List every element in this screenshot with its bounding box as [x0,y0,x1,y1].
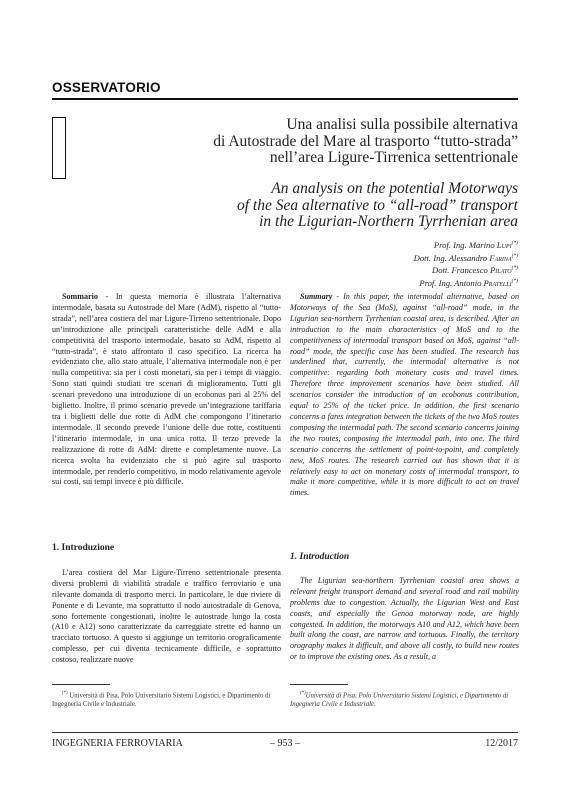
author-list [218,238,518,289]
title-en-line: of the Sea alternative to “all-road” transport [236,196,518,214]
heading-introduzione: 1. Introduzione [52,543,115,553]
title-en-line: in the Ligurian-Northern Tyrrhenian area [259,213,518,230]
summary-text-it: In questa memoria è illustrata l’alternativa intermodale, basata su Autostrade del Mare (AdM), rispetto al “tutto-strada”, nell’area costiera del mar Ligure-Tirreno settentrionale. Dopo un’introduzione alle principali caratteristiche delle AdM e alla competitività del trasporto intermodale, basato su AdM, rispetto al “tutto-strada”, è stato affrontato il caso specifico. La ricerca ha evidenziato che, allo stato attuale, l’alternativa intermodale non è per nulla competitiva: sia per i costi monetari, sia per i tempi di viaggio. Sono stati quindi studiati tre scenari di miglioramento. Tutti gli scenari prevedono una introduzione di un ecobonus pari al 25% del biglietto. Inoltre, il primo scenario prevede un’integrazione tariffaria tra i biglietti delle due rotte di AdM che compongono l’itinerario intermodale. Il secondo prevede l’unione delle due rotte, costituenti l’itinerario intermodale, in una unica rotta. Il terzo prevede la realizzazione di rotte di AdM: dirette e completamente nuove. La ricerca svolta ha evidenziato che si può agire sul trasporto intermodale, per renderlo competitivo, in modo relativamente agevole sui costi, sui tempi invece è più difficile. [52,292,282,487]
title-it-line: di Autostrade del Mare al trasporto “tutto-strada” [213,132,518,150]
summary-text-en: In this paper, the intermodal alternative, based on Motorways of the Sea (MoS), against “all-road” mode, in the Ligurian sea-northern Tyrrhenian coastal area, is described. After an introduction to the main characteristics of MoS and to the competitiveness of intermodal transport based on MoS, against “all-road” mode, the specific case has been studied. The research has underlined that, currently, the intermodal alternative is not competitive: regarding both monetary costs and travel times. Therefore three improvement scenarios have been studied. All scenarios consider the introduction of an ecobonus contribution, equal to 25% of the ticket price. In addition, the first scenario concerns a fares integration between the tickets of the two MoS routes composing the intermodal path. The second scenario concerns joining the two routes, composing the intermodal path, into one. The third scenario concerns the settlement of point-to-point, and completely new, MoS routes. The research carried out has shown that it is relatively easy to act on monetary costs of intermodal transport, to make it more competitive, while it is more difficult to act on travel times. [290,292,519,498]
footnote-right: (*)Università di Pisa, Polo Universitario Sistemi Logistici, e Dipartimento di Ingegneria Civile e Industriale. [290,691,509,708]
summary-label-it: Sommario - [62,292,109,301]
title-italian [118,117,518,167]
intro-italian [52,543,281,666]
summary-english [290,292,519,499]
intro-text-en: The Ligurian sea-northern Tyrrhenian coastal area shows a relevant freight transport demand and several road and rail mobility problems due to congestion. Actually, the Ligurian West and East coasts, and especially the Genoa motorway node, are highly congested. In addition, the motorways A10 and A12, which have been built along the coast, are narrow and tortuous. Finally, the territory orography makes it difficult, and above all costly, to build new routes or to improve the existing ones. As a result, a [290,575,519,662]
header-rule [52,98,518,100]
intro-text-it: L’area costiera del Mar Ligure-Tirreno settentrionale presenta diversi problemi di viabilità stradale e traffico ferroviario e una rilevante domanda di trasporto merci. In particolare, le due riviere di Ponente e di Levante, ma soprattutto il nodo autostradale di Genova, sono fortemente congestionati, inoltre le autostrade lungo la costa (A10 e A12) sono caratterizzate da carreggiate strette ed hanno un tracciato tortuoso. A questo si aggiunge un territorio orograficamente complesso, per cui diventa tecnicamente difficile, e soprattutto costoso, realizzare nuove [52,567,281,665]
title-english [118,181,518,231]
footnote-rule-left [52,684,110,685]
summary-label-en: Summary - [300,292,340,301]
footnote-left: (*) Università di Pisa, Polo Universitario Sistemi Logistici, e Dipartimento di Ingegneria Civile e Industriale. [52,691,271,708]
author-line: Prof. Ing. Antonio Pratelli(*) [419,277,518,288]
title-it-line: Una analisi sulla possibile alternativa [286,116,518,133]
section-label: OSSERVATORIO [52,80,161,95]
title-it-line: nell’area Ligure-Tirrenica settentrionale [269,149,518,166]
page-number: – 953 – [270,738,300,749]
author-line: Prof. Ing. Marino Lupi(*) [433,239,518,250]
footer-rule [52,732,518,733]
summary-italian [52,292,281,488]
decorative-bracket [52,117,66,179]
issue-date: 12/2017 [485,738,518,749]
author-line: Dott. Francesco Pilato(*) [431,265,518,276]
heading-introduction: 1. Introduction [290,552,350,562]
title-en-line: An analysis on the potential Motorways [271,180,518,197]
intro-english [290,552,519,663]
footnote-rule-right [290,684,348,685]
journal-name: INGEGNERIA FERROVIARIA [52,738,183,749]
author-line: Dott. Ing. Alessandro Farina(*) [413,252,518,263]
